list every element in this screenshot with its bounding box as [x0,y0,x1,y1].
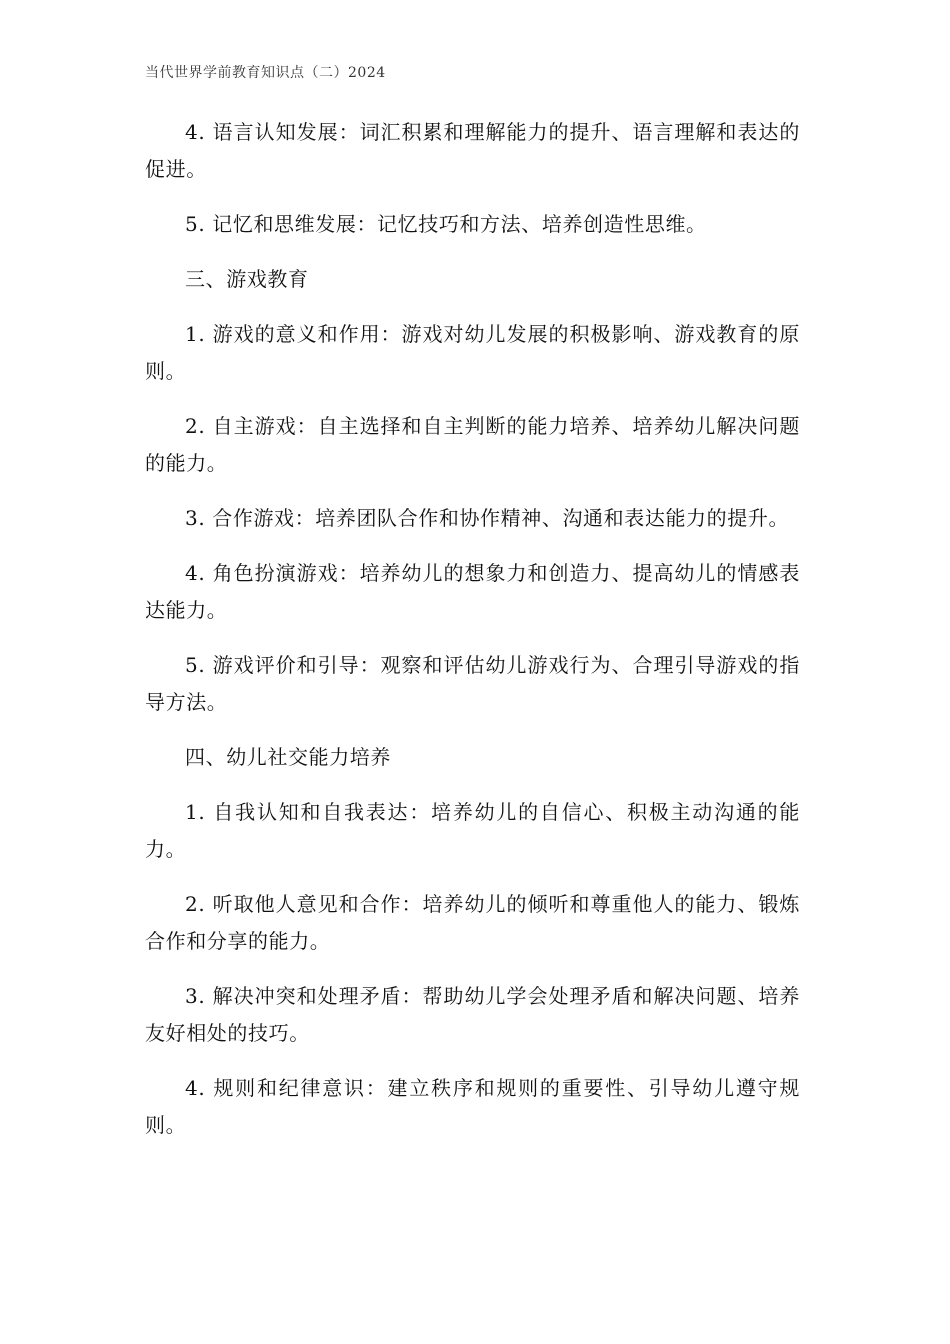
paragraph-role-play-game: 4. 角色扮演游戏：培养幼儿的想象力和创造力、提高幼儿的情感表达能力。 [145,561,800,622]
paragraph-cooperative-game: 3. 合作游戏：培养团队合作和协作精神、沟通和表达能力的提升。 [185,506,790,530]
paragraph-game-meaning: 1. 游戏的意义和作用：游戏对幼儿发展的积极影响、游戏教育的原则。 [145,322,800,383]
running-header: 当代世界学前教育知识点（二）2024 [145,65,386,81]
paragraph-listening-cooperation: 2. 听取他人意见和合作：培养幼儿的倾听和尊重他人的能力、锻炼合作和分享的能力。 [145,892,800,953]
paragraph-rules-discipline: 4. 规则和纪律意识：建立秩序和规则的重要性、引导幼儿遵守规则。 [145,1076,800,1137]
section-heading-game-education: 三、游戏教育 [185,267,309,291]
section-heading-social-skills: 四、幼儿社交能力培养 [185,745,391,769]
paragraph-autonomous-game: 2. 自主游戏：自主选择和自主判断的能力培养、培养幼儿解决问题的能力。 [145,414,800,475]
document-body [145,114,800,1162]
paragraph-conflict-resolution: 3. 解决冲突和处理矛盾：帮助幼儿学会处理矛盾和解决问题、培养友好相处的技巧。 [145,984,800,1045]
paragraph-self-cognition: 1. 自我认知和自我表达：培养幼儿的自信心、积极主动沟通的能力。 [145,800,800,861]
paragraph-memory-thinking: 5. 记忆和思维发展：记忆技巧和方法、培养创造性思维。 [185,212,707,236]
paragraph-game-evaluation: 5. 游戏评价和引导：观察和评估幼儿游戏行为、合理引导游戏的指导方法。 [145,653,800,714]
paragraph-language-cognition: 4. 语言认知发展：词汇积累和理解能力的提升、语言理解和表达的促进。 [145,120,800,181]
